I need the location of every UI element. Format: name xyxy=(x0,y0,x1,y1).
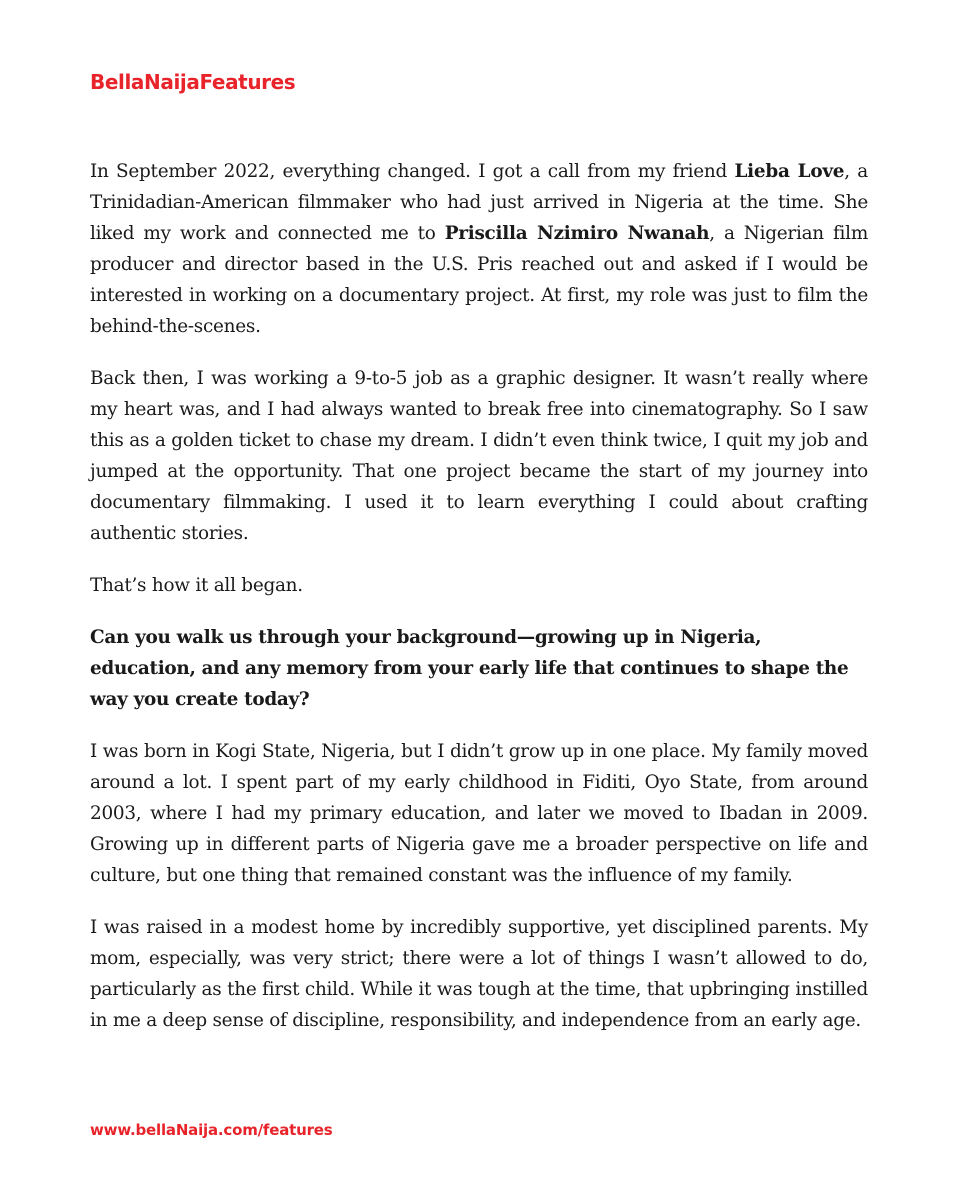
paragraph-text: In September 2022, everything changed. I got a call from my friend xyxy=(90,161,735,182)
person-name-lieba-love: Lieba Love xyxy=(734,161,845,182)
paragraph-background: I was born in Kogi State, Nigeria, but I didn’t grow up in one place. My family moved around a lot. I spent part of my early childhood in Fiditi, Oyo State, from around 2003, where I had my primary education, and later we moved to Ibadan in 2009. Growing up in different parts of Nigeria gave me a broader perspective on life and culture, but one thing that remained constant was the influence of my family. xyxy=(90,741,868,886)
footer-url: www.bellaNaija.com/features xyxy=(90,1121,333,1139)
paragraph-text: , a Trinidadian-American filmmaker who had just arrived in Nigeria at the time. She liked my work and connected me to xyxy=(90,161,868,244)
paragraph-career: Back then, I was working a 9-to-5 job as a graphic designer. It wasn’t really where my heart was, and I had always wanted to break free into cinematography. So I saw this as a golden ticket to chase my dream. I didn’t even think twice, I quit my job and jumped at the opportunity. That one project became the start of my journey into documentary filmmaking. I used it to learn everything I could about crafting authentic stories. xyxy=(90,368,868,544)
person-name-priscilla: Priscilla Nzimiro Nwanah xyxy=(444,223,710,244)
article-body xyxy=(90,156,868,1057)
paragraph-intro xyxy=(90,156,868,342)
brand-logo: BellaNaijaFeatures xyxy=(90,70,296,94)
paragraph-upbringing: I was raised in a modest home by incredibly supportive, yet disciplined parents. My mom, especially, was very strict; there were a lot of things I wasn’t allowed to do, particularly as the first child. While it was tough at the time, that upbringing instilled in me a deep sense of discipline, responsibility, and independence from an early age. xyxy=(90,917,868,1031)
paragraph-beginning: That’s how it all began. xyxy=(90,575,303,596)
interview-question: Can you walk us through your background—growing up in Nigeria, education, and any memory from your early life that continues to shape the way you create today? xyxy=(90,627,849,710)
paragraph-text: , a Nigerian film producer and director based in the U.S. Pris reached out and asked if I would be interested in working on a documentary project. At first, my role was just to film the behind-the-scenes. xyxy=(90,223,869,337)
